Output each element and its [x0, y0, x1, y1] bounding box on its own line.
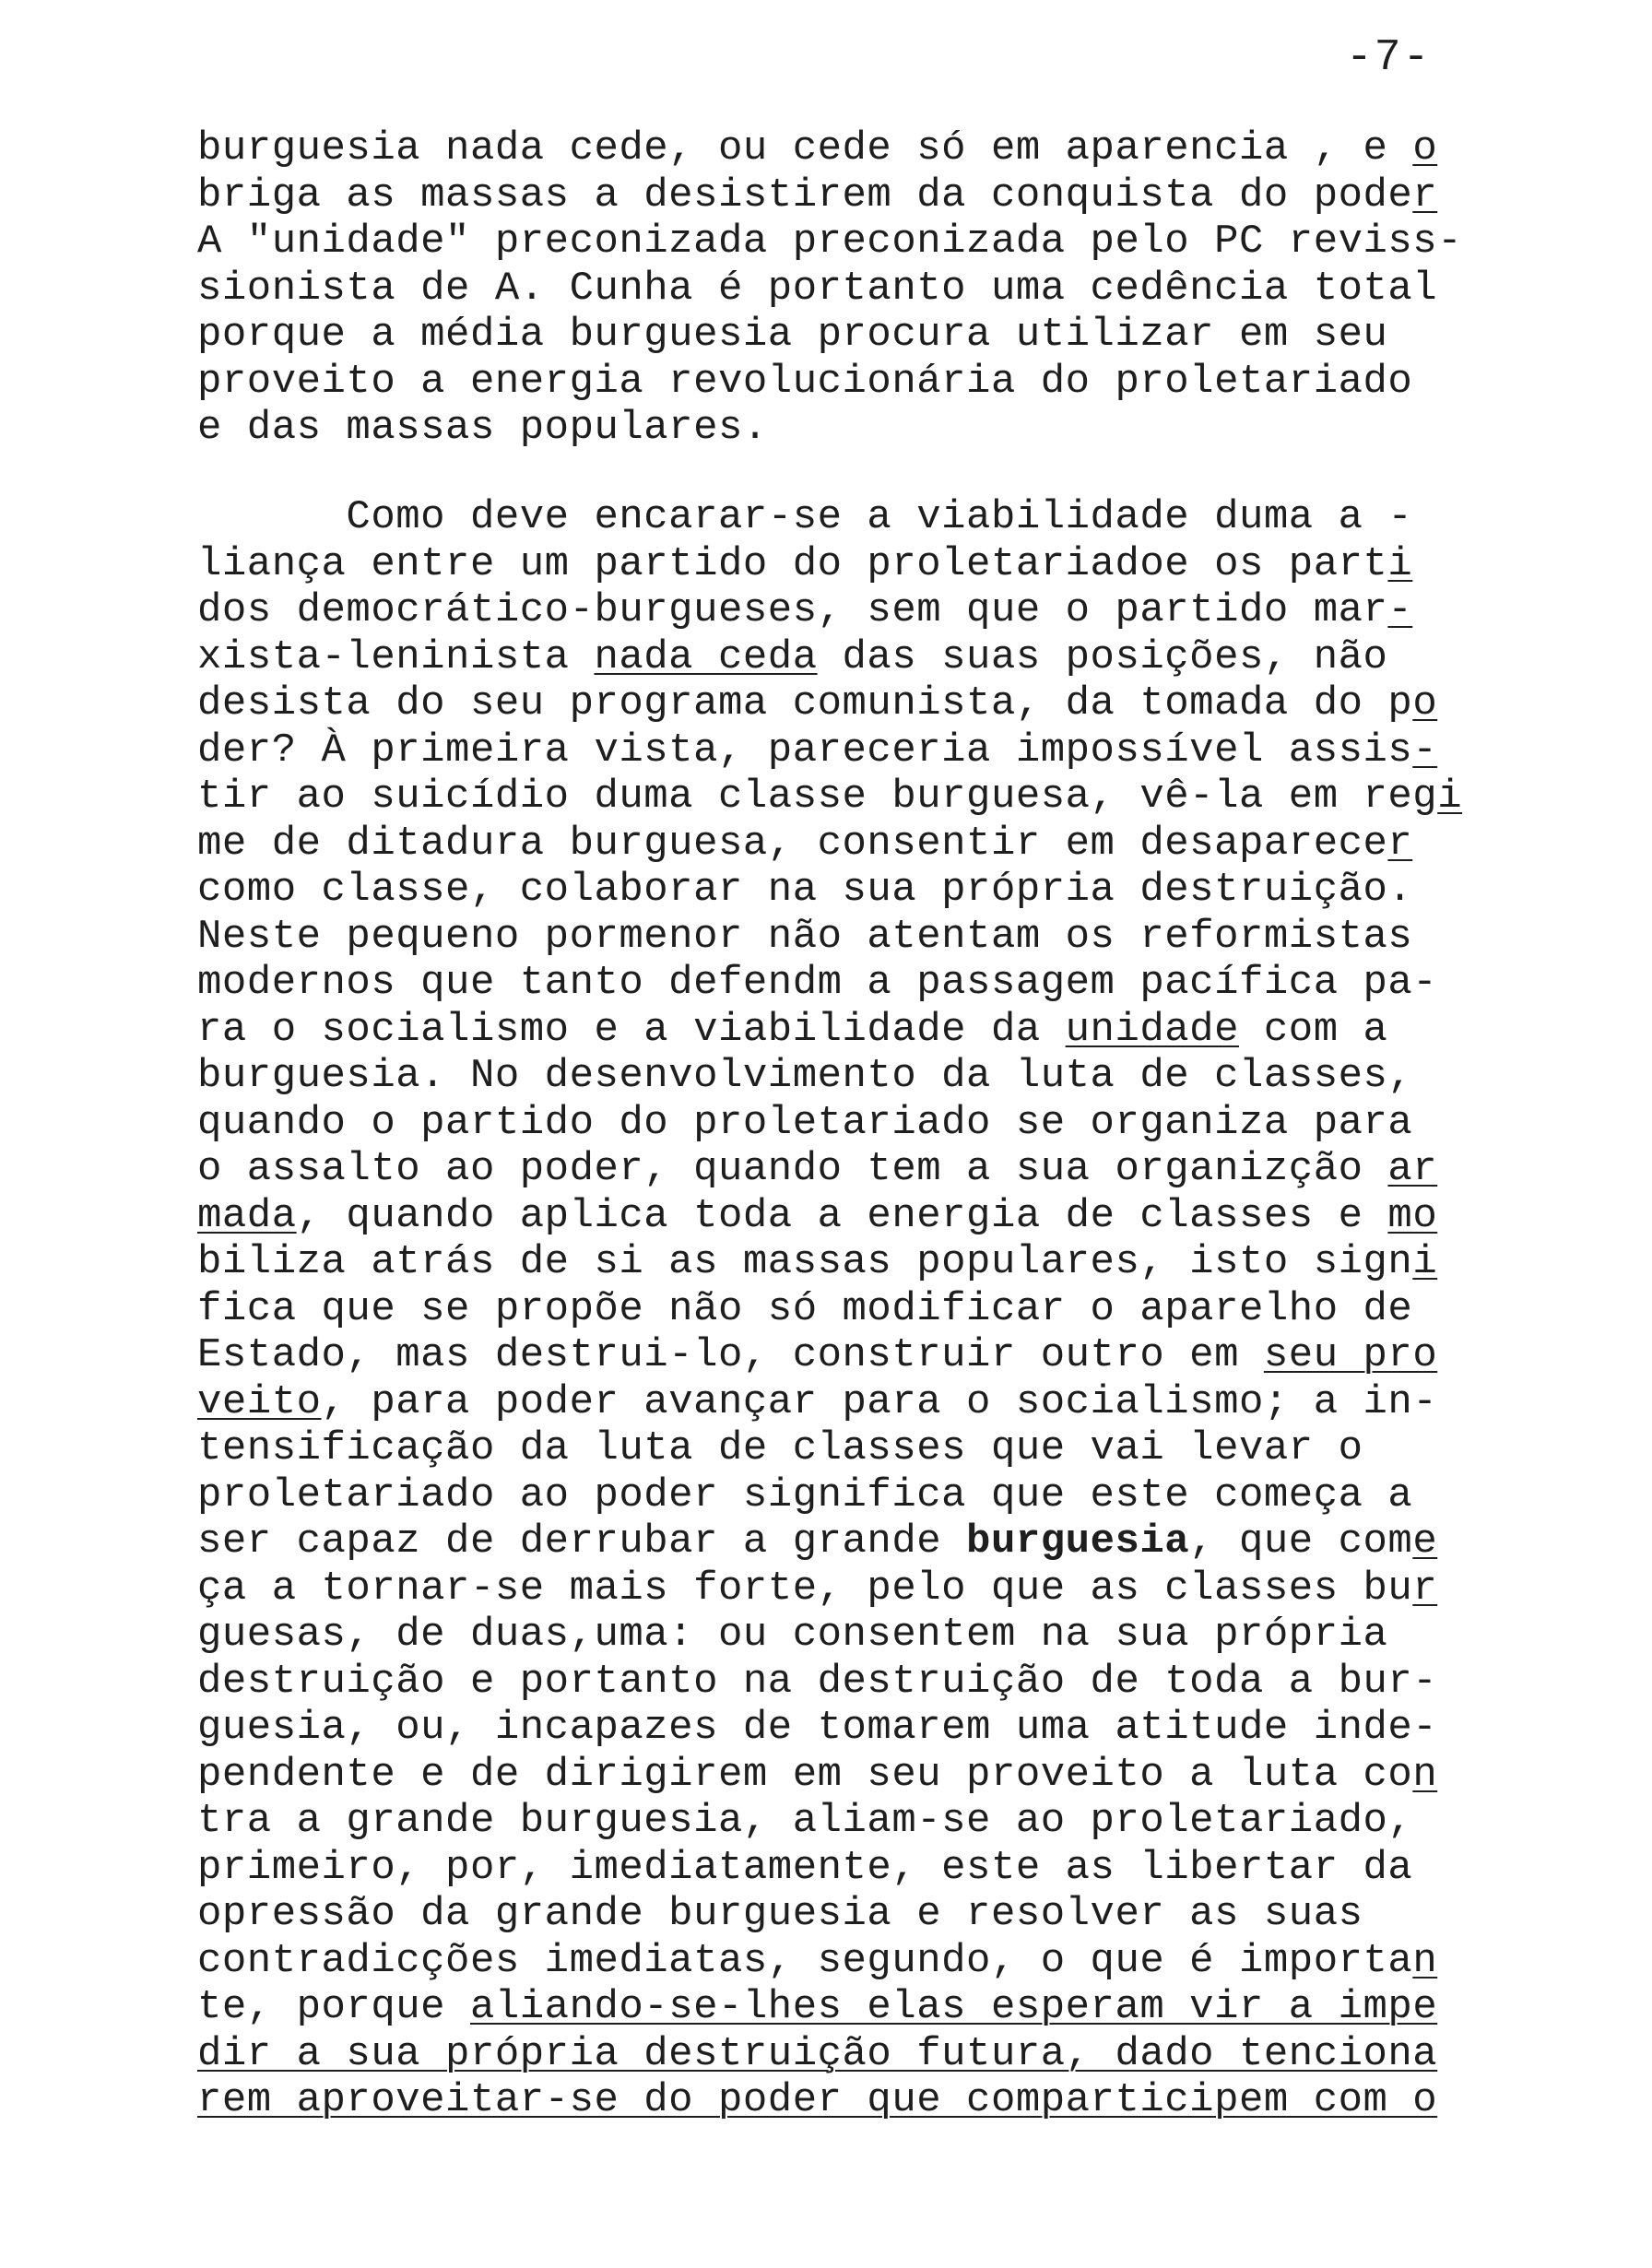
text-line — [197, 219, 1488, 266]
underlined-text: i — [1437, 774, 1463, 820]
text-run: das suas posições, não — [817, 633, 1388, 680]
underlined-text: veito — [197, 1378, 322, 1425]
text-line — [197, 680, 1488, 727]
text-run: der? À primeira vista, pareceria impossível assis — [197, 726, 1413, 774]
text-line — [197, 405, 1488, 452]
text-run: pendente e de dirigirem em seu proveito a luta co — [197, 1751, 1413, 1798]
page-number: -7- — [1346, 33, 1432, 83]
text-run: briga as massas a desistirem da conquista do pode — [197, 171, 1413, 219]
text-run: e das massas populares. — [197, 405, 768, 451]
text-run: proveito a energia revolucionária do proletariado — [197, 358, 1413, 405]
text-run: dos democrático-burgueses, sem que o partido mar — [197, 587, 1388, 633]
text-run: , quando aplica toda a energia de classes e — [296, 1192, 1388, 1239]
underlined-text: seu pro — [1263, 1332, 1438, 1378]
text-run: desista do seu programa comunista, da tomada do p — [197, 680, 1413, 726]
text-run: como classe, colaborar na sua própria destruição. — [197, 867, 1413, 913]
text-run: tir ao suicídio duma classe burguesa, vê-la em reg — [197, 774, 1438, 820]
text-line — [197, 125, 1488, 172]
text-run: biliza atrás de si as massas populares, isto sign — [197, 1239, 1413, 1285]
text-run: modernos que tanto defendm a passagem pacífica pa- — [197, 960, 1438, 1006]
text-line — [197, 1612, 1488, 1659]
text-line — [197, 266, 1488, 313]
underlined-text: n — [1412, 1937, 1438, 1984]
text-line — [197, 1938, 1488, 1985]
underlined-text: i — [1387, 540, 1413, 587]
text-run: te, porque — [197, 1984, 470, 2030]
text-line — [197, 914, 1488, 961]
text-run: guesia, ou, incapazes de tomarem uma atitude inde- — [197, 1705, 1438, 1751]
text-line — [197, 1146, 1488, 1193]
text-run: burguesia nada cede, ou cede só em aparencia , e — [197, 125, 1413, 171]
text-run: tra a grande burguesia, aliam-se ao proletariado, — [197, 1798, 1413, 1844]
text-line — [197, 1053, 1488, 1100]
text-line — [197, 1239, 1488, 1286]
text-run: opressão da grande burguesia e resolver as suas — [197, 1891, 1363, 1937]
underlined-text: i — [1412, 1239, 1438, 1285]
underlined-text: rem aproveitar-se do poder que comparticipem com o — [197, 2077, 1438, 2123]
text-run: ser capaz de derrubar a grande — [197, 1518, 967, 1565]
text-run: Neste pequeno pormenor não atentam os reformistas — [197, 913, 1413, 960]
underlined-text: unidade — [1065, 1006, 1239, 1053]
text-line — [197, 821, 1488, 868]
text-run: xista-leninista — [197, 633, 595, 680]
text-run: ra o socialismo e a viabilidade da — [197, 1006, 1066, 1053]
paragraph-2 — [197, 494, 1488, 2124]
text-line — [197, 587, 1488, 634]
text-run: me de ditadura burguesa, consentir em desaparece — [197, 820, 1388, 867]
text-run: Como deve encarar-se a viabilidade duma a - — [197, 494, 1413, 540]
text-line — [197, 634, 1488, 681]
text-line — [197, 1332, 1488, 1379]
text-line — [197, 1286, 1488, 1333]
text-run: o assalto ao poder, quando tem a sua organizção — [197, 1146, 1388, 1192]
text-run: , que com — [1189, 1518, 1413, 1565]
text-line — [197, 727, 1488, 774]
underlined-text: - — [1387, 587, 1413, 633]
text-line — [197, 312, 1488, 359]
text-run: destruição e portanto na destruição de toda a bur- — [197, 1658, 1438, 1705]
underlined-text: o — [1412, 680, 1438, 726]
text-run: proletariado ao poder significa que este começa a — [197, 1471, 1413, 1518]
underlined-text: e — [1412, 1518, 1438, 1565]
underlined-text: - — [1412, 726, 1438, 774]
text-run: burguesia. No desenvolvimento da luta de classes, — [197, 1053, 1413, 1099]
text-line — [197, 774, 1488, 821]
underlined-text: ar — [1387, 1146, 1438, 1192]
text-line — [197, 1565, 1488, 1612]
underlined-text: mo — [1387, 1192, 1438, 1239]
underlined-text: r — [1412, 1565, 1438, 1612]
text-line — [197, 1472, 1488, 1519]
text-line — [197, 1659, 1488, 1706]
text-run: A "unidade" preconizada preconizada pelo PC reviss- — [197, 219, 1463, 265]
text-run: primeiro, por, imediatamente, este as libertar da — [197, 1844, 1413, 1891]
text-line — [197, 359, 1488, 406]
text-line — [197, 1984, 1488, 2031]
underlined-text: o — [1412, 125, 1438, 171]
underlined-text: mada — [197, 1192, 297, 1239]
text-line — [197, 1752, 1488, 1799]
text-run: porque a média burguesia procura utilizar em seu — [197, 312, 1388, 358]
bold-text: burguesia — [966, 1518, 1190, 1565]
underlined-text: n — [1412, 1751, 1438, 1798]
text-run: tensificação da luta de classes que vai levar o — [197, 1425, 1363, 1471]
text-line — [197, 1425, 1488, 1472]
text-run: , para poder avançar para o socialismo; a in- — [321, 1378, 1438, 1425]
underlined-text: dir a sua própria destruição futura, dado tenciona — [197, 2030, 1438, 2077]
text-line — [197, 1705, 1488, 1752]
text-line — [197, 1845, 1488, 1892]
text-run: contradicções imediatas, segundo, o que é importa — [197, 1937, 1413, 1984]
text-line — [197, 960, 1488, 1007]
text-line — [197, 1379, 1488, 1426]
text-run: ça a tornar-se mais forte, pelo que as classes bu — [197, 1565, 1413, 1612]
text-line — [197, 1891, 1488, 1938]
paragraph-1 — [197, 125, 1488, 452]
text-line — [197, 1007, 1488, 1054]
text-run: quando o partido do proletariado se organiza para — [197, 1099, 1413, 1146]
text-line — [197, 1100, 1488, 1147]
text-line — [197, 2077, 1488, 2124]
text-line — [197, 1798, 1488, 1845]
text-line — [197, 1193, 1488, 1240]
underlined-text: aliando-se-lhes elas esperam vir a impe — [469, 1984, 1438, 2030]
underlined-text: r — [1412, 171, 1438, 219]
text-line — [197, 867, 1488, 914]
text-run: Estado, mas destrui-lo, construir outro em — [197, 1332, 1264, 1378]
underlined-text: nada ceda — [594, 633, 818, 680]
text-run: liança entre um partido do proletariadoe os part — [197, 540, 1388, 587]
text-run: fica que se propõe não só modificar o aparelho de — [197, 1285, 1413, 1332]
underlined-text: r — [1387, 820, 1413, 867]
text-run: com a — [1239, 1006, 1388, 1053]
text-line — [197, 2031, 1488, 2078]
text-line — [197, 541, 1488, 588]
text-line — [197, 172, 1488, 219]
text-run: sionista de A. Cunha é portanto uma cedência total — [197, 265, 1438, 312]
text-line — [197, 494, 1488, 541]
text-run: guesas, de duas,uma: ou consentem na sua própria — [197, 1612, 1388, 1658]
text-line — [197, 1518, 1488, 1565]
